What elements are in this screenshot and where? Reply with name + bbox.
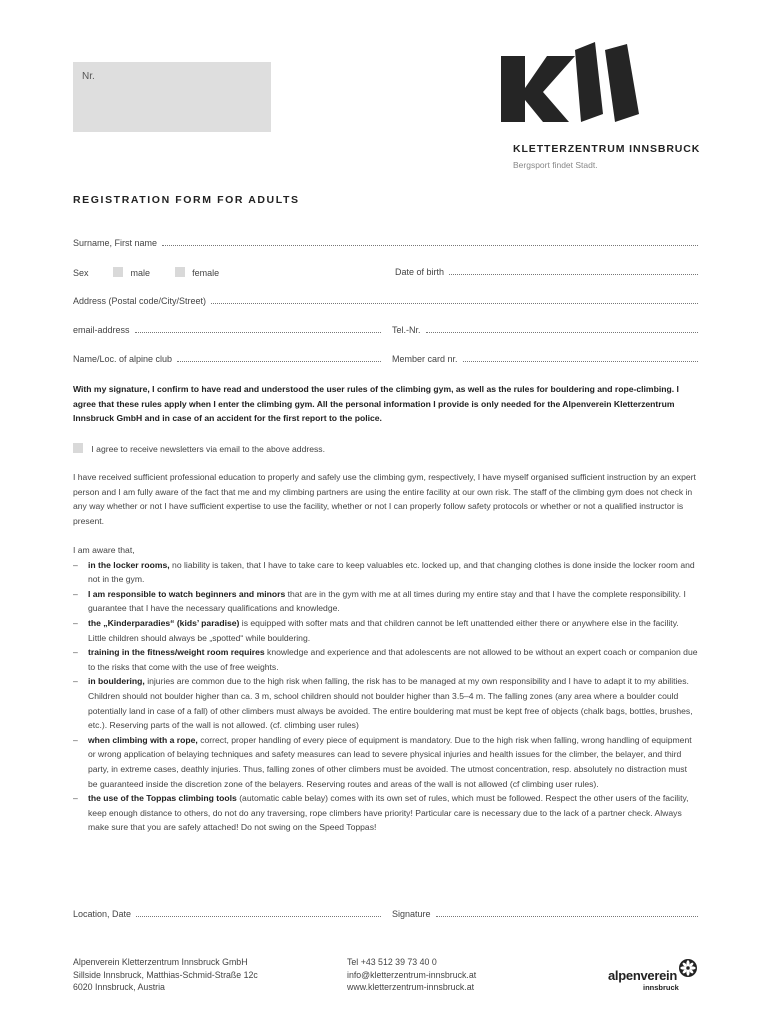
list-item: – the „Kinderparadies“ (kids’ paradise) is equipped with softer mats and that children cannot be left unattended either there or anywhere else in the facility. Little children should always be „spotted“ while bouldering.: [73, 617, 679, 643]
number-box[interactable]: [73, 62, 271, 132]
female-checkbox[interactable]: [175, 267, 185, 277]
location-label: Location, Date: [73, 909, 132, 919]
newsletter-checkbox[interactable]: [73, 443, 83, 453]
surname-field[interactable]: [73, 238, 698, 248]
surname-label: Surname, First name: [73, 238, 158, 248]
footer-email[interactable]: info@kletterzentrum-innsbruck.at: [347, 969, 477, 980]
consent-text: With my signature, I confirm to have read and understood the user rules of the climbing gym, as well as the rules for bouldering and rope-climbing. I agree that these rules apply when I enter the climbing gym. All the personal information I provide is only needed for the Alpenverein Kletterzentrum Innsbruck GmbH and in case of an accident for the first report to the police.: [73, 384, 679, 424]
svg-text:innsbruck: innsbruck: [643, 983, 679, 992]
brand-tagline: Bergsport findet Stadt.: [513, 160, 598, 170]
footer-tel: Tel +43 512 39 73 40 0: [347, 957, 437, 967]
svg-text:alpenverein: alpenverein: [608, 968, 677, 983]
email-label: email-address: [73, 325, 130, 335]
aware-intro: I am aware that,: [73, 545, 135, 555]
number-label: Nr.: [82, 71, 95, 82]
footer-contact: [347, 956, 476, 994]
location-date-field[interactable]: [73, 909, 381, 919]
female-label: female: [192, 268, 220, 278]
footer-address: [73, 956, 258, 994]
list-item: – I am responsible to watch beginners and minors that are in the gym with me at all times during my entire stay and that I have the complete responsibility. I guarantee that I have the necessary qualifications and knowledge.: [73, 588, 686, 614]
form-title: REGISTRATION FORM FOR ADULTS: [73, 194, 300, 206]
list-item: – training in the fitness/weight room requires knowledge and experience and that adolescents are not allowed to be without an expert coach or companion due to the risks that come with the use of free weights.: [73, 647, 698, 672]
aware-list: [73, 543, 698, 835]
newsletter-row: [73, 443, 325, 454]
dob-field[interactable]: [395, 267, 698, 277]
email-field[interactable]: [73, 325, 381, 335]
list-item: – when climbing with a rope, correct, proper handling of every piece of equipment is mandatory. Due to the high risk when falling, wrong handling of equipment or wrong application of belaying techniques and safety measures can lead to severe physical injuries and health issues for the climber, the belayer, and third party, in extreme cases, deathly injuries. Thus, falling zones of other climbers must be avoided. The utmost concentration, resp. absolutely no distraction must be guaranteed inside the discretion zone of the belayers. Reserving routes and areas of the wall is not allowed (cf climbing user rules).: [73, 734, 692, 789]
footer-company: Alpenverein Kletterzentrum Innsbruck GmbH: [73, 957, 248, 967]
male-checkbox[interactable]: [113, 267, 123, 277]
address-field[interactable]: [73, 296, 698, 306]
list-item: – in the locker rooms, no liability is taken, that I have to take care to keep valuables etc. locked up, and that changing clothes is done inside the locker room and not in the gym.: [73, 559, 695, 585]
newsletter-label: I agree to receive newsletters via email to the above address.: [91, 444, 325, 454]
list-item: – in bouldering, injuries are common due to the high risk when falling, the risk has to be managed at my own responsibility and I have to adapt it to my abilities. Children should not boulder higher than ca. 3 m, school children should not boulder higher than 3.5–4 m. The falling zones (any area where a boulder could potentially land in case of a fall) of other climbers must always be avoided. The entire bouldering mat must be kept free of objects (chalk bags, bottles, brushes, etc.). Reserving parts of the wall is not allowed. (cf. climbing user rules): [73, 676, 693, 731]
signature-field[interactable]: [392, 909, 698, 919]
signature-label: Signature: [392, 909, 431, 919]
dob-label: Date of birth: [395, 267, 445, 277]
edelweiss-icon: [679, 959, 697, 977]
member-label: Member card nr.: [392, 354, 458, 364]
sex-label: Sex: [73, 268, 89, 278]
male-label: male: [130, 268, 151, 278]
alpenverein-logo: [608, 958, 700, 994]
footer-street: Sillside Innsbruck, Matthias-Schmid-Straße 12c: [73, 969, 258, 980]
club-label: Name/Loc. of alpine club: [73, 354, 173, 364]
brand-name: KLETTERZENTRUM INNSBRUCK: [513, 143, 701, 155]
member-field[interactable]: [392, 354, 698, 364]
list-item: – the use of the Toppas climbing tools (automatic cable belay) comes with its own set of rules, which must be followed. Respect the other users of the facility, keep enough distance to others, do not do any traversing, rope climbers have priority! Particular care is necessary due to the lack of a partner check. Always make sure that you are safely attached! Do not swing on the Speed Toppas!: [73, 793, 689, 833]
ki-logo-icon: [497, 42, 642, 137]
sex-row: [73, 267, 219, 278]
footer-city: 6020 Innsbruck, Austria: [73, 982, 165, 992]
club-field[interactable]: [73, 354, 381, 364]
footer-web[interactable]: www.kletterzentrum-innsbruck.at: [347, 982, 475, 992]
address-label: Address (Postal code/City/Street): [73, 296, 207, 306]
tel-label: Tel.-Nr.: [392, 325, 421, 335]
education-text: I have received sufficient professional education to properly and safely use the climbing gym, respectively, I have myself organised sufficient instruction by an expert person and I am fully aware of the fact that me and my climbing partners are using the entire facility at our own risk. The staff of the climbing gym does not check in any way whether or not I have sufficient expertise to use the facility, whether or not I can properly follow safety protocols or whether or not a qualified instructor is present.: [73, 472, 696, 526]
tel-field[interactable]: [392, 325, 698, 335]
